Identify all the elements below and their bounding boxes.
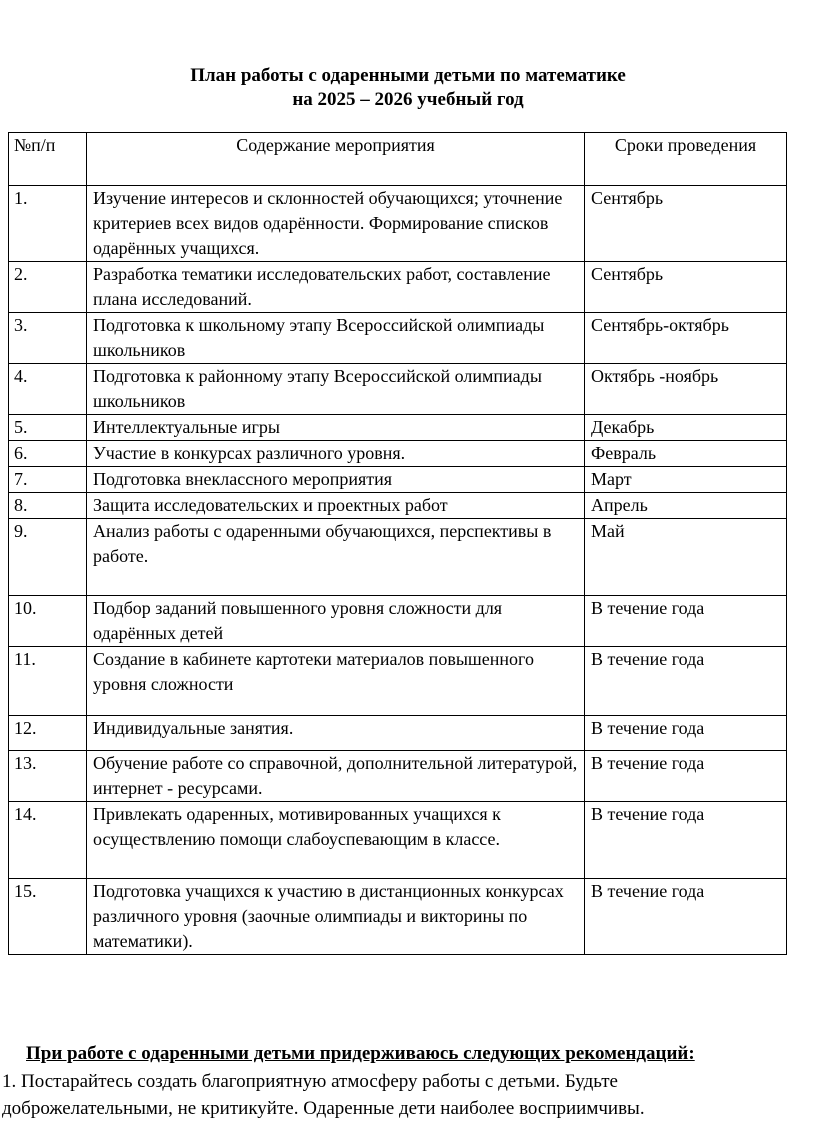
row-number: 13. [9,751,87,802]
row-number: 15. [9,879,87,955]
table-row [9,262,787,313]
row-number: 9. [9,519,87,596]
row-number: 1. [9,186,87,262]
recommendation-line-1: 1. Постарайтесь создать благоприятную атмосферу работы с детьми. Будьте [2,1071,618,1092]
row-content: Разработка тематики исследовательских работ, составление плана исследований. [87,262,585,313]
table-row [9,716,787,751]
row-number: 7. [9,467,87,493]
row-content: Индивидуальные занятия. [87,716,585,751]
document-title-line-2: на 2025 – 2026 учебный год [292,89,524,110]
table-row [9,751,787,802]
recommendations-heading: При работе с одаренными детьми придерживаюсь следующих рекомендаций: [26,1043,695,1064]
row-number: 12. [9,716,87,751]
table-row [9,467,787,493]
table-row [9,441,787,467]
recommendations-text [2,1068,814,1122]
row-number: 3. [9,313,87,364]
row-number: 6. [9,441,87,467]
column-header-content: Содержание мероприятия [87,133,585,186]
row-term: Март [585,467,787,493]
row-content: Подбор заданий повышенного уровня сложности для одарённых детей [87,596,585,647]
row-content: Обучение работе со справочной, дополнительной литературой, интернет - ресурсами. [87,751,585,802]
document-title-line-1: План работы с одаренными детьми по математике [190,65,626,86]
row-term: В течение года [585,647,787,716]
row-term: Декабрь [585,415,787,441]
row-term: Сентябрь [585,186,787,262]
row-number: 11. [9,647,87,716]
row-term: Февраль [585,441,787,467]
table-row [9,415,787,441]
work-plan-table [8,132,787,955]
row-term: В течение года [585,802,787,879]
table-row [9,493,787,519]
recommendation-line-2: доброжелательными, не критикуйте. Одаренные дети наиболее восприимчивы. [2,1098,645,1119]
row-number: 8. [9,493,87,519]
row-number: 5. [9,415,87,441]
table-row [9,647,787,716]
row-term: Сентябрь [585,262,787,313]
table-row [9,519,787,596]
row-term: В течение года [585,879,787,955]
table-row [9,596,787,647]
row-term: Апрель [585,493,787,519]
row-term: В течение года [585,751,787,802]
table-row [9,186,787,262]
row-content: Подготовка учащихся к участию в дистанционных конкурсах различного уровня (заочные олимпиады и викторины по математики). [87,879,585,955]
row-number: 10. [9,596,87,647]
row-number: 14. [9,802,87,879]
row-content: Изучение интересов и склонностей обучающихся; уточнение критериев всех видов одарённости. Формирование списков одарённых учащихся. [87,186,585,262]
row-content: Привлекать одаренных, мотивированных учащихся к осуществлению помощи слабоуспевающим в классе. [87,802,585,879]
row-term: Май [585,519,787,596]
row-number: 4. [9,364,87,415]
row-term: Октябрь -ноябрь [585,364,787,415]
row-content: Подготовка внеклассного мероприятия [87,467,585,493]
row-content: Создание в кабинете картотеки материалов повышенного уровня сложности [87,647,585,716]
row-number: 2. [9,262,87,313]
table-header-row [9,133,787,186]
column-header-number: №п/п [9,133,87,186]
row-content: Анализ работы с одаренными обучающихся, перспективы в работе. [87,519,585,596]
row-content: Интеллектуальные игры [87,415,585,441]
table-row [9,802,787,879]
row-content: Подготовка к районному этапу Всероссийской олимпиады школьников [87,364,585,415]
row-content: Защита исследовательских и проектных работ [87,493,585,519]
table-row [9,313,787,364]
row-term: В течение года [585,716,787,751]
column-header-term: Сроки проведения [585,133,787,186]
table-row [9,364,787,415]
row-content: Участие в конкурсах различного уровня. [87,441,585,467]
row-term: Сентябрь-октябрь [585,313,787,364]
row-term: В течение года [585,596,787,647]
table-row [9,879,787,955]
row-content: Подготовка к школьному этапу Всероссийской олимпиады школьников [87,313,585,364]
